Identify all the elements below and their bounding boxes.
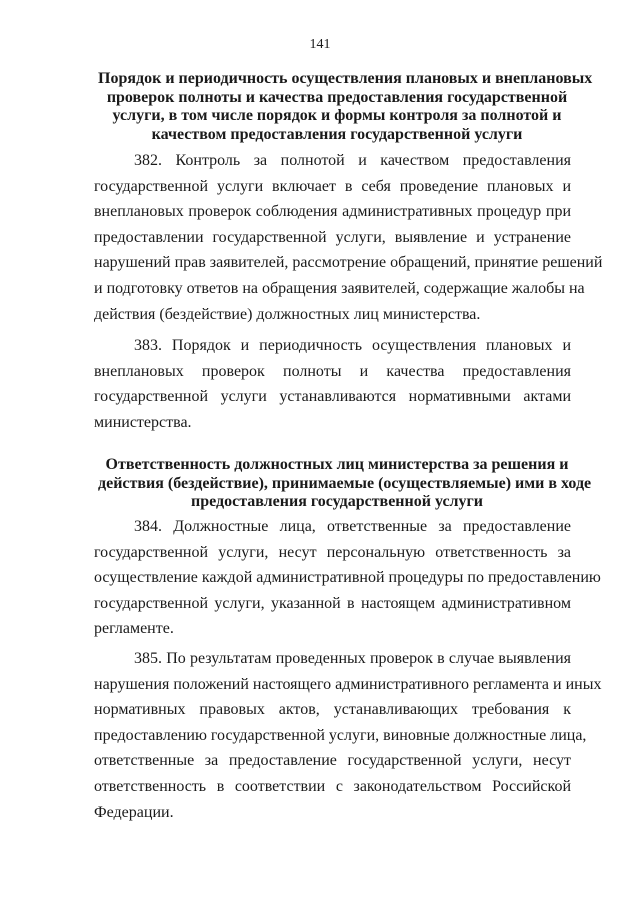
paragraph-line: предоставлении государственной услуги, выявление и устранение xyxy=(94,228,571,246)
paragraph-line: нарушений прав заявителей, рассмотрение обращений, принятие решений xyxy=(94,254,603,272)
paragraph-line: государственной услуги, указанной в настоящем административном xyxy=(94,594,571,612)
section-heading-control-procedure xyxy=(98,70,593,144)
paragraph-line: внеплановых проверок полноты и качества предоставления xyxy=(94,362,571,380)
paragraph-line: ответственные за предоставление государственной услуги, несут xyxy=(94,752,571,770)
heading-line: действия (бездействие), принимаемые (осуществляемые) ими в ходе xyxy=(98,474,592,492)
paragraph-line: осуществление каждой административной процедуры по предоставлению xyxy=(94,569,601,587)
paragraph-line: и подготовку ответов на обращения заявителей, содержащие жалобы на xyxy=(94,279,585,297)
paragraph-line: Федерации. xyxy=(94,803,174,821)
paragraph-line: предоставлению государственной услуги, виновные должностные лица, xyxy=(94,726,587,744)
paragraph-384 xyxy=(94,514,601,642)
paragraph-line: 382. Контроль за полнотой и качеством предоставления xyxy=(134,152,571,169)
paragraph-line: 383. Порядок и периодичность осуществления плановых и xyxy=(134,337,571,354)
paragraph-line: ответственность в соответствии с законодательством Российской xyxy=(94,777,571,795)
page-number: 141 xyxy=(309,37,331,52)
paragraph-line: регламенте. xyxy=(94,620,174,638)
paragraph-line: нормативных правовых актов, устанавливающих требования к xyxy=(94,701,571,719)
paragraph-line: государственной услуги устанавливаются нормативными актами xyxy=(94,388,571,406)
paragraph-385 xyxy=(94,646,602,825)
paragraph-line: 384. Должностные лица, ответственные за предоставление xyxy=(134,518,571,535)
heading-line: качеством предоставления государственной услуги xyxy=(151,125,523,143)
paragraph-382 xyxy=(94,148,603,327)
heading-line: проверок полноты и качества предоставления государственной xyxy=(106,88,568,106)
paragraph-line: министерства. xyxy=(94,413,192,431)
paragraph-line: нарушения положений настоящего административного регламента и иных xyxy=(94,675,602,693)
paragraph-line: внеплановых проверок соблюдения административных процедур при xyxy=(94,203,571,221)
heading-line: предоставления государственной услуги xyxy=(190,493,484,510)
heading-line: Ответственность должностных лиц министерства за решения и xyxy=(105,456,569,473)
heading-line: услуги, в том числе порядок и формы контроля за полнотой и xyxy=(112,107,562,124)
section-heading-official-responsibility xyxy=(98,456,592,512)
heading-line: Порядок и периодичность осуществления плановых и внеплановых xyxy=(98,70,593,87)
paragraph-line: государственной услуги включает в себя проведение плановых и xyxy=(94,177,571,195)
paragraph-line: 385. По результатам проведенных проверок в случае выявления xyxy=(134,650,571,667)
paragraph-383 xyxy=(94,333,571,435)
paragraph-line: государственной услуги, несут персональную ответственность за xyxy=(94,543,571,561)
paragraph-line: действия (бездействие) должностных лиц министерства. xyxy=(94,305,481,323)
